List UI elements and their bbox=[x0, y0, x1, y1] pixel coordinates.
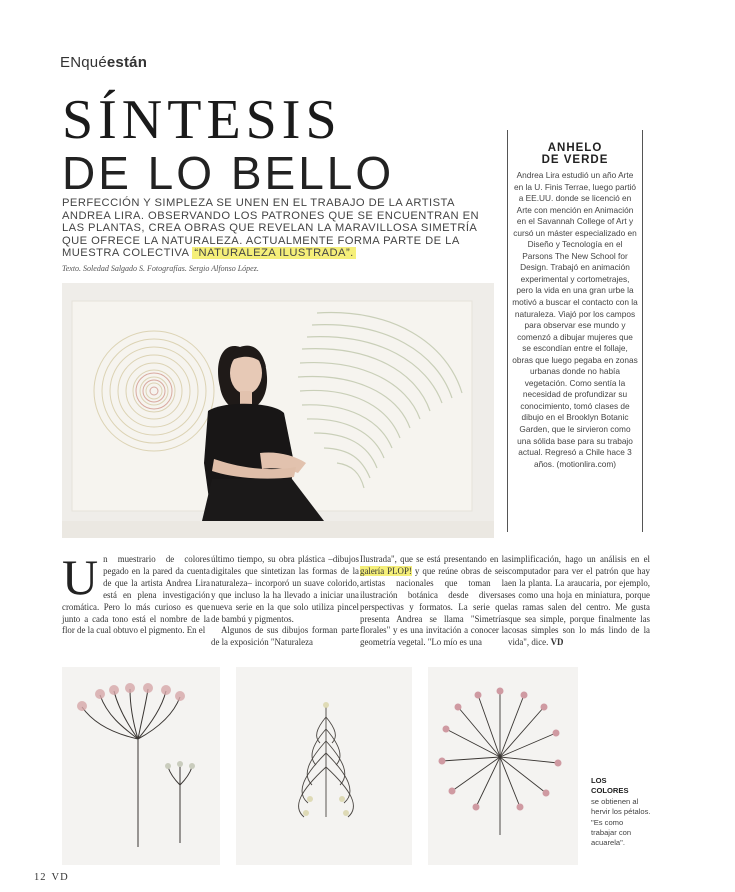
credits: Texto. Soledad Salgado S. Fotografías. Sergio Alfonso López. bbox=[62, 264, 259, 273]
sidebar-title: ANHELO DE VERDE bbox=[541, 142, 609, 166]
araucaria-drawing bbox=[236, 667, 412, 865]
body-column-3: Ilustrada", que se está presentando en la galería PLOP! y que reúne obras de seis artistas nacionales que toman la ilustración botánica desde diversas perspectivas y formatos. La serie que presenta Andrea se llama "Simetrías florales" y es una invitación a conocer la geometría vegetal. "Lo mío es una bbox=[360, 554, 509, 648]
artist-photo bbox=[62, 283, 494, 538]
umbel-drawing bbox=[62, 667, 220, 865]
artwork-starburst bbox=[428, 667, 578, 865]
artist-photo-illustration bbox=[62, 283, 494, 538]
artwork-umbel bbox=[62, 667, 220, 865]
intro-highlight: “NATURALEZA ILUSTRADA”. bbox=[194, 247, 354, 260]
body-column-1: Un muestrario de colores pegado en la pared da cuenta de que la artista Andrea Lira está en plena investigación cromática. Pero lo más curioso es que junto a cada tono está el nombre de la flor de la cual obtuvo el pigmento. En el bbox=[62, 549, 210, 636]
page-title-line2: DE LO BELLO bbox=[62, 147, 395, 199]
footer-brand: VD bbox=[51, 872, 69, 883]
body-column-2: último tiempo, su obra plástica –dibujos digitales que sintetizan las formas de la naturaleza– incorporó un suave colorido, y que incluso la ha llevado a iniciar una nueva serie en la que solo utiliza pincel de bambú y pigmentos. Algunos de sus dibujos forman parte de la exposición "Naturaleza bbox=[211, 554, 359, 648]
artwork-araucaria bbox=[236, 667, 412, 865]
gallery-highlight: galería PLOP! bbox=[360, 565, 412, 576]
sidebar-text: Andrea Lira estudió un año Arte en la U. Finis Terrae, luego partió a EE.UU. donde se licenció en Arte con mención en Animación en el Savannah College of Art y cursó un máster especializado en Diseño y Tecnología en el Parsons The New School for Design. Trabajó en animación experimental y cortometrajes, pero la vida en una gran urbe la motivó a buscar el contacto con la naturaleza. Viajó por los campos para observar ese mundo y comenzó a dibujar mujeres que se escondían entre el follaje, obras que luego pegaba en zonas urbanas donde no había vegetación. Como sentía la necesidad de profundizar su conocimiento, tomó clases de dibujo en el Brooklyn Botanic Garden, que le sirvieron como una sólida base para su trabajo actual. Regresó a Chile hace 3 años. (motionlira.com) bbox=[512, 170, 638, 469]
artwork-caption: LOS COLORES se obtienen al hervir los pétalos. "Es como trabajar con acuarela". bbox=[591, 776, 651, 848]
intro-paragraph: PERFECCIÓN Y SIMPLEZA SE UNEN EN EL TRABAJO DE LA ARTISTA ANDREA LIRA. OBSERVANDO LOS PATRONES QUE SE ENCUENTRAN EN LAS PLANTAS, CREA OBRAS QUE REVELAN LA MARAVILLOSA SIMETRÍA QUE OFRECE LA NATURALEZA. ACTUALMENTE FORMA PARTE DE LA MUESTRA COLECTIVA “NATURALEZA ILUSTRADA”. bbox=[62, 197, 480, 260]
drop-cap: U bbox=[62, 549, 99, 605]
sidebar-box bbox=[507, 130, 643, 532]
page-title-line1: SÍNTESIS bbox=[62, 89, 342, 151]
page-footer bbox=[34, 872, 69, 883]
signature: VD bbox=[550, 637, 564, 648]
body-column-4: simplificación, hago un análisis en el computador para ver el patrón que hay en la planta. La araucaria, por ejemplo, es como una hoja en miniatura, porque las ramas salen del centro. Me gusta que sea simple, porque finalmente las cosas simples son lo más lindo de la vida", dice. VD bbox=[508, 554, 650, 648]
section-label: ENquéestán bbox=[60, 54, 148, 71]
page-number: 12 bbox=[34, 872, 47, 883]
starburst-drawing bbox=[428, 667, 578, 865]
